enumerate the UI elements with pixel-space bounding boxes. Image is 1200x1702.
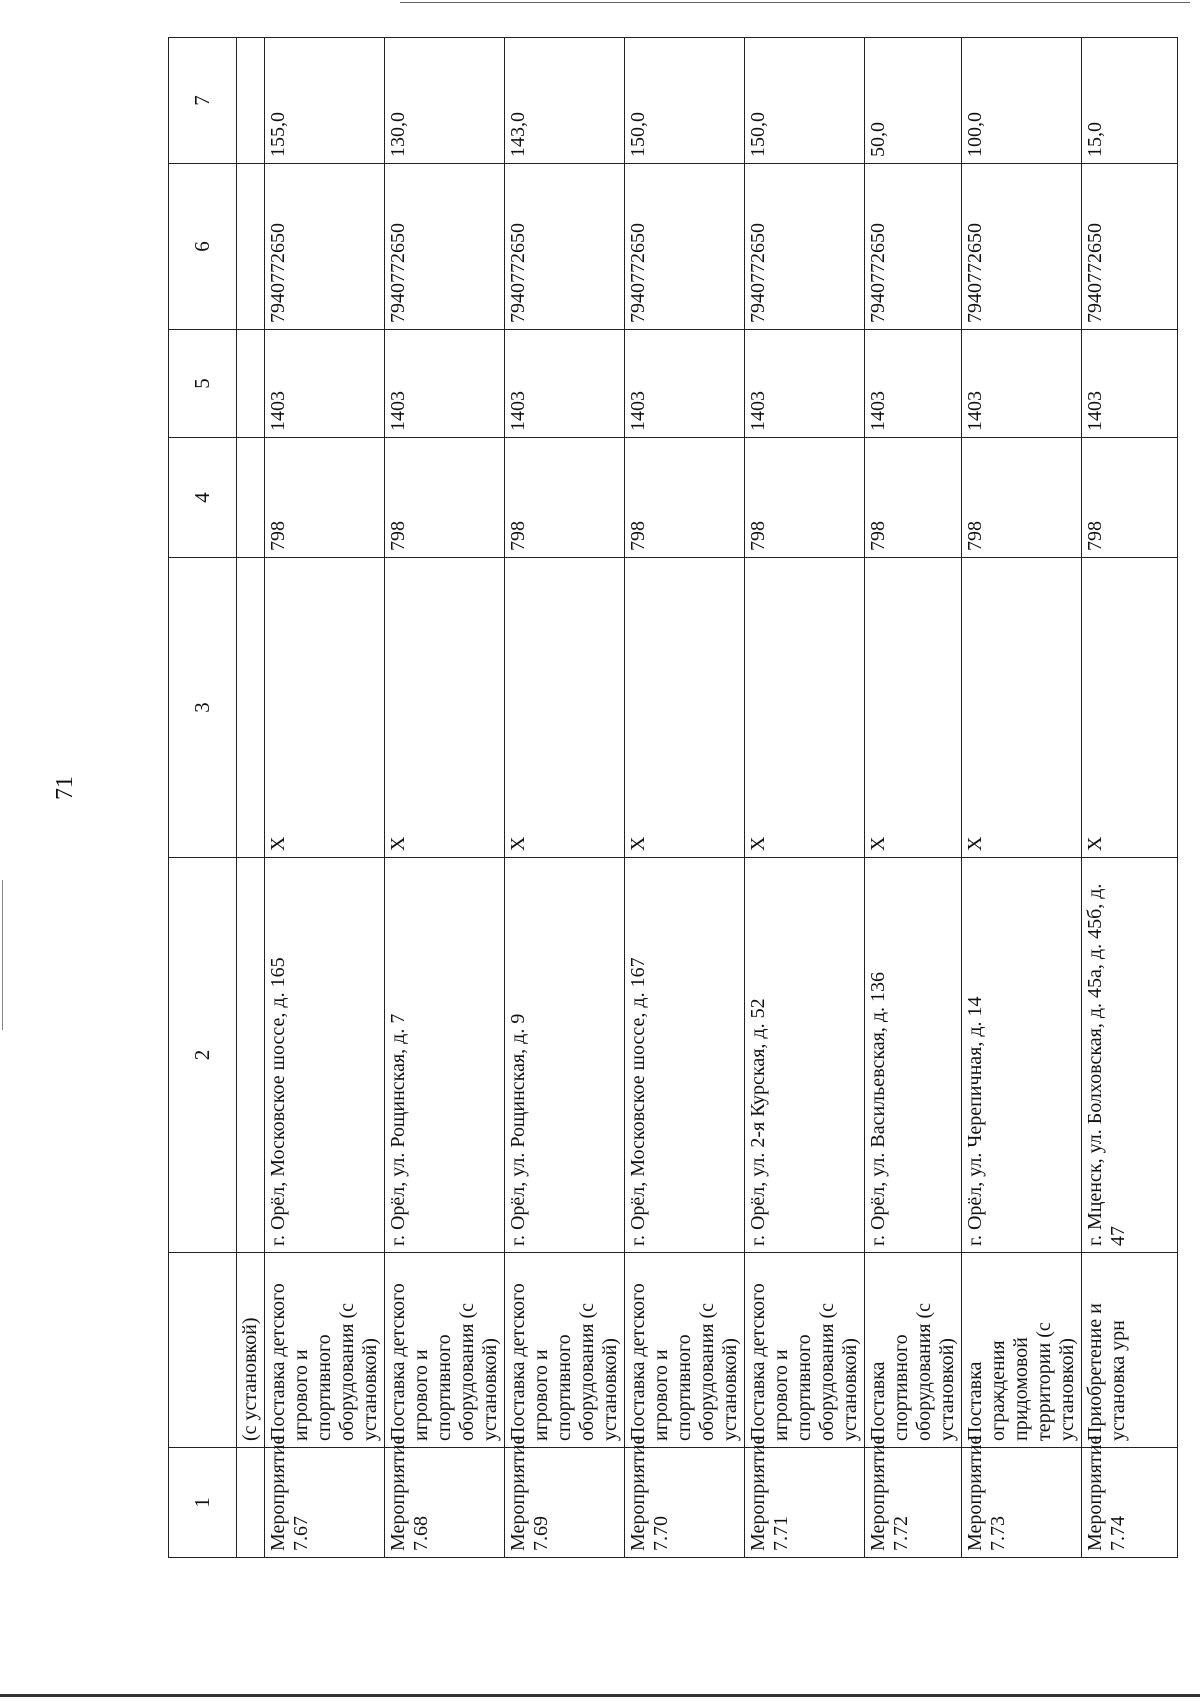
cell-c4: 798	[385, 438, 505, 558]
cell-c4: 798	[865, 438, 962, 558]
cell-c1: Мероприятие 7.67	[265, 1448, 385, 1558]
scan-edge-top	[400, 2, 1190, 3]
cell-c1: Мероприятие 7.70	[625, 1448, 745, 1558]
continuation-row	[237, 38, 265, 1558]
header-col-3: 3	[169, 558, 237, 858]
cell-c5: 1403	[865, 330, 962, 438]
header-col-1: 1	[169, 1448, 237, 1558]
cell-c-name: Поставка детского игрового и спортивного оборудования (с установкой)	[625, 1253, 745, 1448]
cell-c4: 798	[745, 438, 865, 558]
cell-c-name: Поставка детского игрового и спортивного оборудования (с установкой)	[745, 1253, 865, 1448]
cell-c1: Мероприятие 7.69	[505, 1448, 625, 1558]
cell-c2: г. Орёл, ул. Черепичная, д. 14	[962, 858, 1082, 1253]
header-col-name	[169, 1253, 237, 1448]
cell-c4: 798	[625, 438, 745, 558]
header-col-2: 2	[169, 858, 237, 1253]
cell-c6: 7940772650	[625, 164, 745, 330]
table-row	[505, 38, 625, 1558]
cell-c1: Мероприятие 7.72	[865, 1448, 962, 1558]
cell-c2: г. Орёл, ул. Рощинская, д. 7	[385, 858, 505, 1253]
cell-c-name: Поставка спортивного оборудования (с установкой)	[865, 1253, 962, 1448]
table-row	[625, 38, 745, 1558]
cell-c2: г. Орёл, ул. 2-я Курская, д. 52	[745, 858, 865, 1253]
budget-table-rotated	[168, 38, 1129, 1558]
cell-c3: Х	[505, 558, 625, 858]
cell-c4: 798	[962, 438, 1082, 558]
continuation-text: (с установкой)	[237, 1253, 265, 1448]
cell-c5: 1403	[625, 330, 745, 438]
cell-c5: 1403	[962, 330, 1082, 438]
cell-c1: Мероприятие 7.73	[962, 1448, 1082, 1558]
cell-c7: 15,0	[1082, 38, 1178, 164]
header-col-5: 5	[169, 330, 237, 438]
cell-c4: 798	[1082, 438, 1178, 558]
table-row	[962, 38, 1082, 1558]
page-number: 71	[52, 776, 78, 800]
cell-c-name: Поставка детского игрового и спортивного оборудования (с установкой)	[265, 1253, 385, 1448]
cell-c7: 100,0	[962, 38, 1082, 164]
cell-c5: 1403	[745, 330, 865, 438]
cell-c6: 7940772650	[962, 164, 1082, 330]
table-row	[385, 38, 505, 1558]
header-col-4: 4	[169, 438, 237, 558]
cell-c6: 7940772650	[265, 164, 385, 330]
cell-c2: г. Орёл, Московское шоссе, д. 167	[625, 858, 745, 1253]
cell-c3: Х	[385, 558, 505, 858]
cell-c7: 143,0	[505, 38, 625, 164]
cell-c7: 130,0	[385, 38, 505, 164]
cell-c3: Х	[865, 558, 962, 858]
cell-c-name: Поставка детского игрового и спортивного оборудования (с установкой)	[505, 1253, 625, 1448]
table-row	[265, 38, 385, 1558]
cell-c5: 1403	[505, 330, 625, 438]
cell-c5: 1403	[385, 330, 505, 438]
cell-c4: 798	[265, 438, 385, 558]
cell-c-name: Поставка детского игрового и спортивного оборудования (с установкой)	[385, 1253, 505, 1448]
cell-c5: 1403	[1082, 330, 1178, 438]
cell-c5: 1403	[265, 330, 385, 438]
cell-c6: 7940772650	[1082, 164, 1178, 330]
table-row	[745, 38, 865, 1558]
table-row	[865, 38, 962, 1558]
cell-c-name: Приобретение и установка урн	[1082, 1253, 1178, 1448]
cell-c2: г. Орёл, ул. Рощинская, д. 9	[505, 858, 625, 1253]
cell-c6: 7940772650	[385, 164, 505, 330]
cell-c3: Х	[265, 558, 385, 858]
cell-c7: 155,0	[265, 38, 385, 164]
scan-edge-bottom	[0, 1694, 1200, 1697]
cell-c1: Мероприятие 7.68	[385, 1448, 505, 1558]
cell-c3: Х	[962, 558, 1082, 858]
header-col-6: 6	[169, 164, 237, 330]
cell-c2: г. Орёл, ул. Васильевская, д. 136	[865, 858, 962, 1253]
cell-c2: г. Орёл, Московское шоссе, д. 165	[265, 858, 385, 1253]
header-col-7: 7	[169, 38, 237, 164]
cell-c6: 7940772650	[505, 164, 625, 330]
cell-c-name: Поставка ограждения придомовой территории (с установкой)	[962, 1253, 1082, 1448]
cell-c2: г. Мценск, ул. Болховская, д. 45а, д. 45б, д. 47	[1082, 858, 1178, 1253]
cell-c4: 798	[505, 438, 625, 558]
header-row	[169, 38, 237, 1558]
cell-c1: Мероприятие 7.74	[1082, 1448, 1178, 1558]
cell-c6: 7940772650	[745, 164, 865, 330]
cell-c3: Х	[625, 558, 745, 858]
cell-c7: 150,0	[745, 38, 865, 164]
scan-edge-left	[2, 880, 3, 1030]
cell-c3: Х	[745, 558, 865, 858]
table-row	[1082, 38, 1178, 1558]
cell-c7: 150,0	[625, 38, 745, 164]
budget-table	[168, 37, 1178, 1558]
cell-c6: 7940772650	[865, 164, 962, 330]
cell-c7: 50,0	[865, 38, 962, 164]
cell-c3: Х	[1082, 558, 1178, 858]
cell-c1: Мероприятие 7.71	[745, 1448, 865, 1558]
